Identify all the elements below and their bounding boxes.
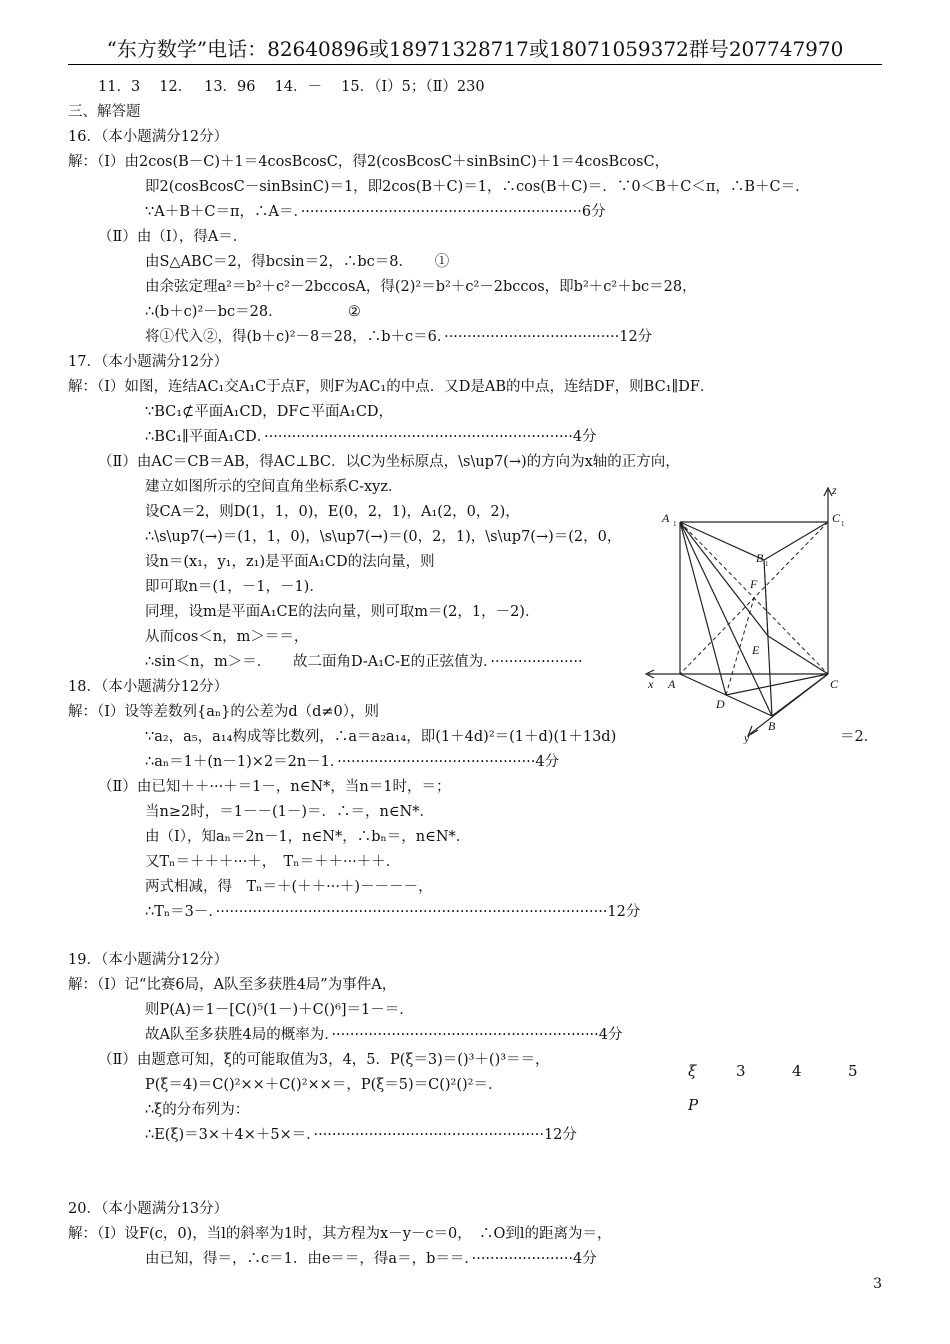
text-line: 建立如图所示的空间直角坐标系C-xyz． xyxy=(145,479,403,495)
text-line: ∴BC₁∥平面A₁CD．···································································4分 xyxy=(145,429,597,445)
text-line: ∴aₙ＝1＋(n－1)×2＝2n－1．···········································4分 xyxy=(145,754,560,770)
page-number: 3 xyxy=(873,1276,882,1292)
table-cell: 5 xyxy=(848,1062,858,1080)
label-B1: B xyxy=(756,551,764,565)
label-A: A xyxy=(668,677,676,691)
text-line: 解：（Ⅰ）由2cos(B－C)＋1＝4cosBcosC，得2(cosBcosC＋sinBsinC)＋1＝4cosBcosC， xyxy=(68,154,670,170)
text-line: （Ⅱ）由（Ⅰ），得A＝． xyxy=(98,229,248,245)
text-line: （Ⅱ）由题意可知，ξ的可能取值为3，4，5．P(ξ＝3)＝()³＋()³＝＝， xyxy=(98,1052,550,1068)
text-line: （Ⅱ）由已知＋＋···＋＝1－，n∈N*，当n＝1时，＝； xyxy=(98,779,451,795)
label-B: B xyxy=(768,719,776,733)
text-line: 即可取n＝(1，－1，－1)． xyxy=(145,579,324,595)
label-C1: C xyxy=(832,511,841,525)
label-C: C xyxy=(830,677,839,691)
label-B1-sub: 1 xyxy=(765,560,769,568)
text-line: ∵a₂，a₅，a₁₄构成等比数列，∴a＝a₂a₁₄，即(1＋4d)²＝(1＋d)(1＋13d) xyxy=(145,729,617,745)
label-A1: A xyxy=(662,511,670,525)
section-title: 三、解答题 xyxy=(68,104,141,120)
label-x: x xyxy=(648,677,654,691)
prism-figure xyxy=(638,476,860,744)
text-line: 由S△ABC＝2，得bcsin＝2，∴bc＝8． ① xyxy=(145,254,450,270)
prism-diagram xyxy=(638,476,860,744)
text-fragment: ＝2． xyxy=(840,729,879,745)
text-line: 设n＝(x₁，y₁，z₁)是平面A₁CD的法向量，则 xyxy=(145,554,435,570)
problem-heading: 16．（本小题满分12分） xyxy=(68,129,229,145)
text-line: 即2(cosBcosC－sinBsinC)＝1，即2cos(B＋C)＝1，∴cos(B＋C)＝．∵0＜B＋C＜π，∴B＋C＝． xyxy=(145,179,810,195)
text-line: ∴sin＜n，m＞＝． 故二面角D-A₁C-E的正弦值为．···················· xyxy=(145,654,583,670)
label-z: z xyxy=(832,483,837,497)
label-A1-sub: 1 xyxy=(673,520,677,528)
label-y: y xyxy=(744,731,750,744)
text-line: 又Tₙ＝＋＋＋···＋， Tₙ＝＋＋···＋＋． xyxy=(145,854,401,870)
text-line: 由余弦定理a²＝b²＋c²－2bccosA，得(2)²＝b²＋c²－2bccos，即b²＋c²＋bc＝28， xyxy=(145,279,697,295)
text-line: ∴ξ的分布列为： xyxy=(145,1102,250,1118)
label-C1-sub: 1 xyxy=(841,520,845,528)
text-line: 两式相减，得 Tₙ＝＋(＋＋···＋)－－－－， xyxy=(145,879,433,895)
text-line: 解：（Ⅰ）记“比赛6局，A队至多获胜4局”为事件A， xyxy=(68,977,397,993)
text-line: 设CA＝2，则D(1，1，0)，E(0，2，1)，A₁(2，0，2)， xyxy=(145,504,520,520)
text-line: 将①代入②，得(b＋c)²－8＝28，∴b＋c＝6．······································12分 xyxy=(145,329,653,345)
table-cell: 3 xyxy=(736,1062,746,1080)
text-line: 当n≥2时，＝1－－(1－)＝．∴＝，n∈N*． xyxy=(145,804,434,820)
text-line: （Ⅱ）由AC＝CB＝AB，得AC⊥BC．以C为坐标原点，\s\up7(→)的方向为x轴的正方向， xyxy=(98,454,680,470)
text-line: 故A队至多获胜4局的概率为．··························································4分 xyxy=(145,1027,623,1043)
page-header: “东方数学”电话：82640896或18971328717或18071059372群号207747970 xyxy=(68,34,882,65)
problem-heading: 19．（本小题满分12分） xyxy=(68,952,229,968)
problem-heading: 20．（本小题满分13分） xyxy=(68,1201,229,1217)
table-header-p: P xyxy=(688,1096,699,1114)
text-line: P(ξ＝4)＝C()²××＋C()²××＝，P(ξ＝5)＝C()²()²＝． xyxy=(145,1077,503,1093)
text-line: 从而cos＜n，m＞＝＝， xyxy=(145,629,309,645)
answer-line: 11．3 12． 13．96 14．－ 15．（Ⅰ）5；（Ⅱ）230 xyxy=(98,79,485,95)
text-line: ∵A＋B＋C＝π，∴A＝．·····························································6分 xyxy=(145,204,606,220)
label-D: D xyxy=(716,697,725,711)
text-line: ∴(b＋c)²－bc＝28． ② xyxy=(145,304,361,320)
label-E: E xyxy=(752,643,760,657)
text-line: 同理，设m是平面A₁CE的法向量，则可取m＝(2，1，－2)． xyxy=(145,604,540,620)
table-cell: 4 xyxy=(792,1062,802,1080)
problem-heading: 17．（本小题满分12分） xyxy=(68,354,229,370)
text-line: 解：（Ⅰ）设等差数列{aₙ}的公差为d（d≠0），则 xyxy=(68,704,380,720)
text-line: ∵BC₁⊄平面A₁CD，DF⊂平面A₁CD， xyxy=(145,404,394,420)
table-header-xi: ξ xyxy=(688,1062,697,1080)
text-line: 解：（Ⅰ）设F(c，0)，当l的斜率为1时，其方程为x－y－c＝0， ∴O到l的距离为＝， xyxy=(68,1226,612,1242)
text-line: ∴E(ξ)＝3×＋4×＋5×＝．··················································12分 xyxy=(145,1127,577,1143)
problem-heading: 18．（本小题满分12分） xyxy=(68,679,229,695)
text-line: ∴\s\up7(→)＝(1，1，0)，\s\up7(→)＝(0，2，1)，\s\up7(→)＝(2，0， xyxy=(145,529,622,545)
text-line: 则P(A)＝1－[C()⁵(1－)＋C()⁶]＝1－＝． xyxy=(145,1002,414,1018)
text-line: 由（Ⅰ），知aₙ＝2n－1，n∈N*，∴bₙ＝，n∈N*． xyxy=(145,829,471,845)
text-line: 由已知，得＝，∴c＝1．由e＝＝，得a＝，b＝＝．······················4分 xyxy=(145,1251,597,1267)
label-F: F xyxy=(750,577,758,591)
text-line: 解：（Ⅰ）如图，连结AC₁交A₁C于点F，则F为AC₁的中点．又D是AB的中点，连结DF，则BC₁∥DF． xyxy=(68,379,715,395)
text-line: ∴Tₙ＝3－．·····················································································12分 xyxy=(145,904,641,920)
